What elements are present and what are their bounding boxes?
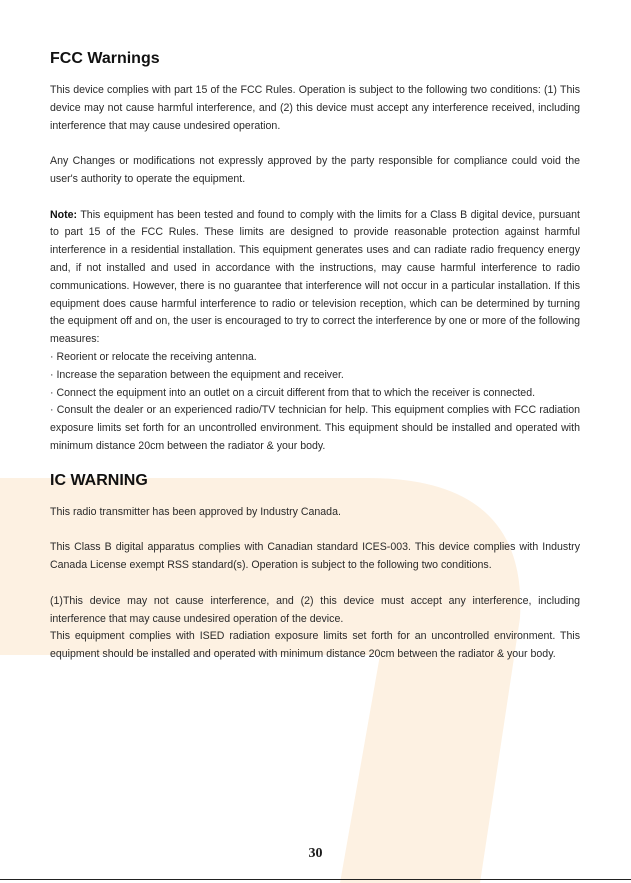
note-text: This equipment has been tested and found to comply with the limits for a Class B digital device, pursuant to part 15 of the FCC Rules. These limits are designed to provide reasonable protection against harmful interference in a residential installation. This equipment generates uses and can radiate radio frequency energy and, if not installed and used in accordance with the instructions, may cause harmful interference to radio communications. However, there is no guarantee that interference will not occur in a particular installation. If this equipment does cause harmful interference to radio or television reception, which can be determined by turning the equipment off and on, the user is encouraged to try to correct the interference by one or more of the following measures: — [50, 208, 580, 346]
fcc-bullet-2: · Increase the separation between the equipment and receiver. — [50, 368, 344, 381]
note-label: Note: — [50, 208, 78, 221]
fcc-bullet-3: · Connect the equipment into an outlet on a circuit different from that to which the receiver is connected. — [50, 386, 536, 399]
page-number: 30 — [308, 846, 323, 861]
fcc-bullet-4: · Consult the dealer or an experienced radio/TV technician for help. This equipment complies with FCC radiation exposure limits set forth for an uncontrolled environment. This equipment should be installed and operated with minimum distance 20cm between the radiator & your body. — [50, 404, 580, 452]
ic-paragraph-1: This radio transmitter has been approved by Industry Canada. — [50, 505, 341, 518]
fcc-bullet-1: · Reorient or relocate the receiving antenna. — [50, 350, 257, 363]
fcc-paragraph-2: Any Changes or modifications not expressly approved by the party responsible for compliance could void the user's authority to operate the equipment. — [50, 155, 580, 185]
ic-warning-heading: IC WARNING — [50, 471, 148, 489]
ic-paragraph-4: This equipment complies with ISED radiation exposure limits set forth for an uncontrolled environment. This equipment should be installed and operated with minimum distance 20cm between the radiator & your body. — [50, 630, 580, 661]
page-content — [50, 48, 580, 664]
fcc-note-paragraph — [50, 207, 580, 349]
ic-paragraph-3: (1)This device may not cause interference, and (2) this device must accept any interference, including interference that may cause undesired operation of the device. — [50, 594, 580, 625]
bottom-divider — [0, 879, 631, 880]
fcc-warnings-heading: FCC Warnings — [50, 50, 160, 67]
fcc-paragraph-1: This device complies with part 15 of the FCC Rules. Operation is subject to the following two conditions: (1) This device may not cause harmful interference, and (2) this device must accept any interference received, including interference that may cause undesired operation. — [50, 84, 580, 132]
ic-paragraph-2: This Class B digital apparatus complies with Canadian standard ICES-003. This device complies with Industry Canada License exempt RSS standard(s). Operation is subject to the following two conditions. — [50, 541, 580, 572]
